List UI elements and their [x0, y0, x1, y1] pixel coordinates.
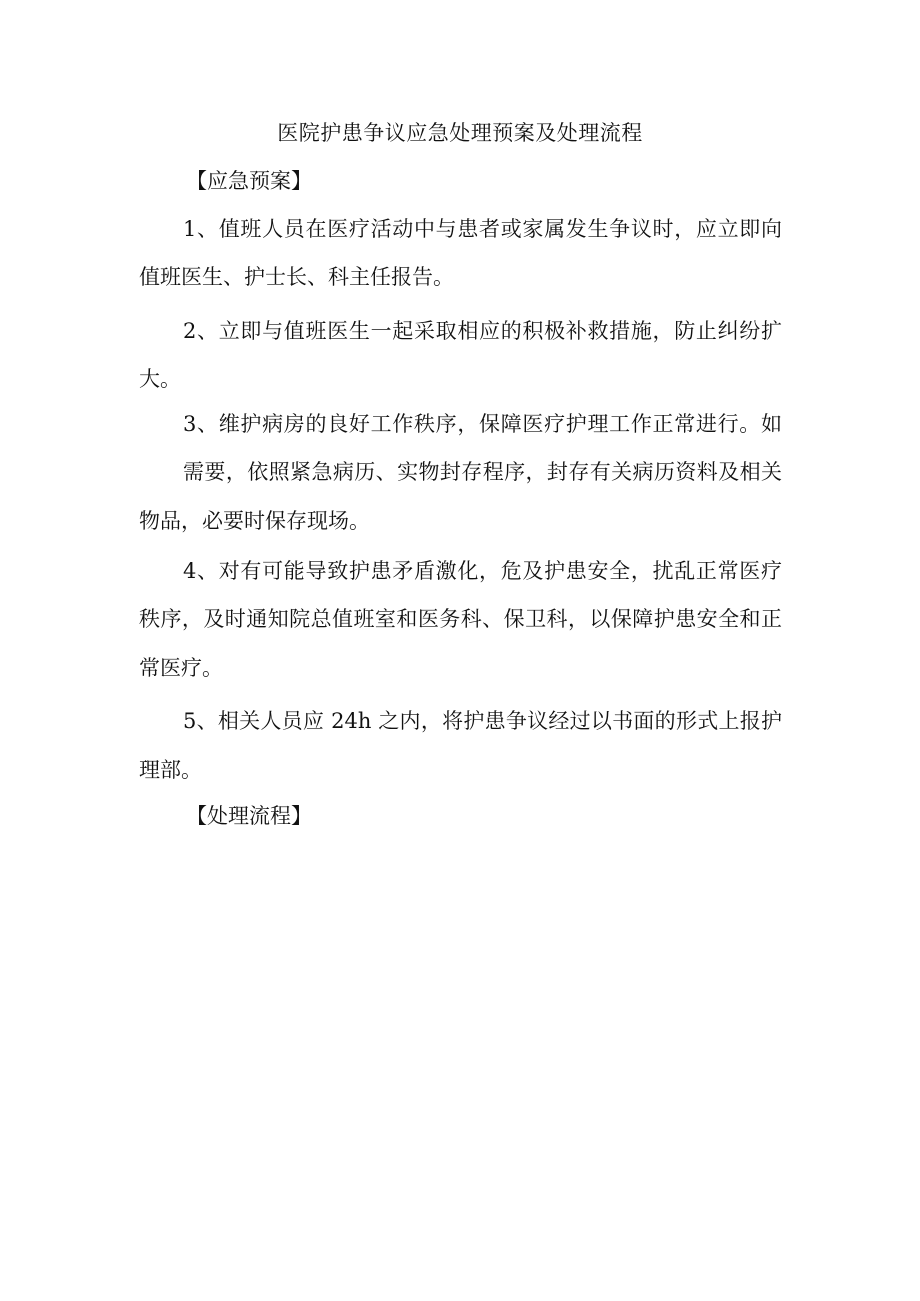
- section-heading-process: 【处理流程】: [186, 804, 312, 828]
- item-3-line-3: 物品，必要时保存现场。: [139, 509, 370, 533]
- item-2-line-2: 大。: [139, 367, 181, 391]
- document-title: 医院护患争议应急处理预案及处理流程: [277, 121, 643, 145]
- item-4-line-1: 4、对有可能导致护患矛盾激化，危及护患安全，扰乱正常医疗: [183, 559, 782, 583]
- item-3-line-1: 3、维护病房的良好工作秩序，保障医疗护理工作正常进行。如: [183, 412, 782, 436]
- item-5-line-1: 5、相关人员应 24h 之内，将护患争议经过以书面的形式上报护: [183, 709, 782, 733]
- item-4-line-2: 秩序，及时通知院总值班室和医务科、保卫科，以保障护患安全和正: [139, 607, 782, 631]
- section-heading-emergency-plan: 【应急预案】: [186, 169, 312, 193]
- item-5-line-2: 理部。: [139, 758, 202, 782]
- item-1-line-1: 1、值班人员在医疗活动中与患者或家属发生争议时，应立即向: [183, 217, 782, 241]
- item-1-line-2: 值班医生、护士长、科主任报告。: [139, 265, 454, 289]
- item-2-line-1: 2、立即与值班医生一起采取相应的积极补救措施，防止纠纷扩: [183, 319, 782, 343]
- item-3-line-2: 需要，依照紧急病历、实物封存程序，封存有关病历资料及相关: [183, 460, 782, 484]
- item-4-line-3: 常医疗。: [139, 656, 223, 680]
